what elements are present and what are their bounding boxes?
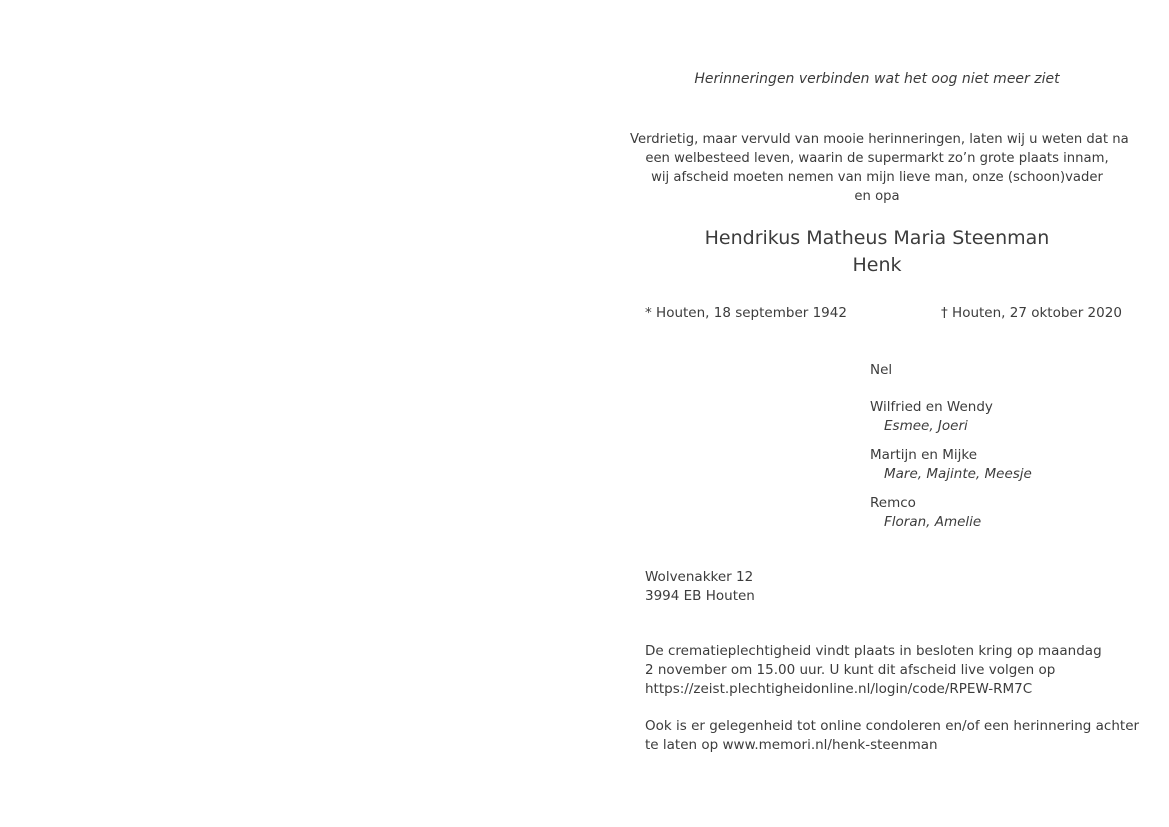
deceased-name-block — [640, 225, 1114, 279]
correspondence-address — [645, 568, 755, 606]
announcement-line: Verdrietig, maar vervuld van mooie herinneringen, laten wij u weten dat na — [630, 132, 1129, 147]
address-city: 3994 EB Houten — [645, 588, 755, 604]
child-names: Martijn en Mijke — [870, 447, 978, 463]
condolence-line: te laten op www.memori.nl/henk-steenman — [645, 737, 938, 753]
condolence-info — [645, 717, 1139, 755]
grandchildren-names: Esmee, Joeri — [884, 418, 968, 434]
deceased-nickname: Henk — [852, 254, 902, 276]
spouse-name: Nel — [870, 362, 893, 378]
child-names: Remco — [870, 495, 916, 511]
birth-date: * Houten, 18 september 1942 — [645, 305, 847, 321]
livestream-link: https://zeist.plechtigheidonline.nl/login/code/RPEW-RM7C — [645, 681, 1033, 697]
ceremony-info — [645, 642, 1102, 699]
family-list — [870, 361, 1032, 532]
child-names: Wilfried en Wendy — [870, 399, 993, 415]
ceremony-line: De crematieplechtigheid vindt plaats in besloten kring op maandag — [645, 643, 1102, 659]
ceremony-line: 2 november om 15.00 uur. U kunt dit afscheid live volgen op — [645, 662, 1056, 678]
announcement-text — [630, 130, 1129, 206]
death-date: † Houten, 27 oktober 2020 — [941, 305, 1122, 321]
announcement-line: wij afscheid moeten nemen van mijn lieve man, onze (schoon)vader — [651, 170, 1103, 185]
address-street: Wolvenakker 12 — [645, 569, 754, 585]
motto: Herinneringen verbinden wat het oog niet meer ziet — [694, 71, 1060, 87]
deceased-full-name: Hendrikus Matheus Maria Steenman — [704, 227, 1050, 249]
announcement-line: een welbesteed leven, waarin de supermarkt zo’n grote plaats innam, — [645, 151, 1109, 166]
grandchildren-names: Floran, Amelie — [884, 514, 982, 530]
announcement-line: en opa — [854, 189, 900, 204]
grandchildren-names: Mare, Majinte, Meesje — [884, 466, 1032, 482]
condolence-line: Ook is er gelegenheid tot online condoleren en/of een herinnering achter — [645, 718, 1140, 734]
